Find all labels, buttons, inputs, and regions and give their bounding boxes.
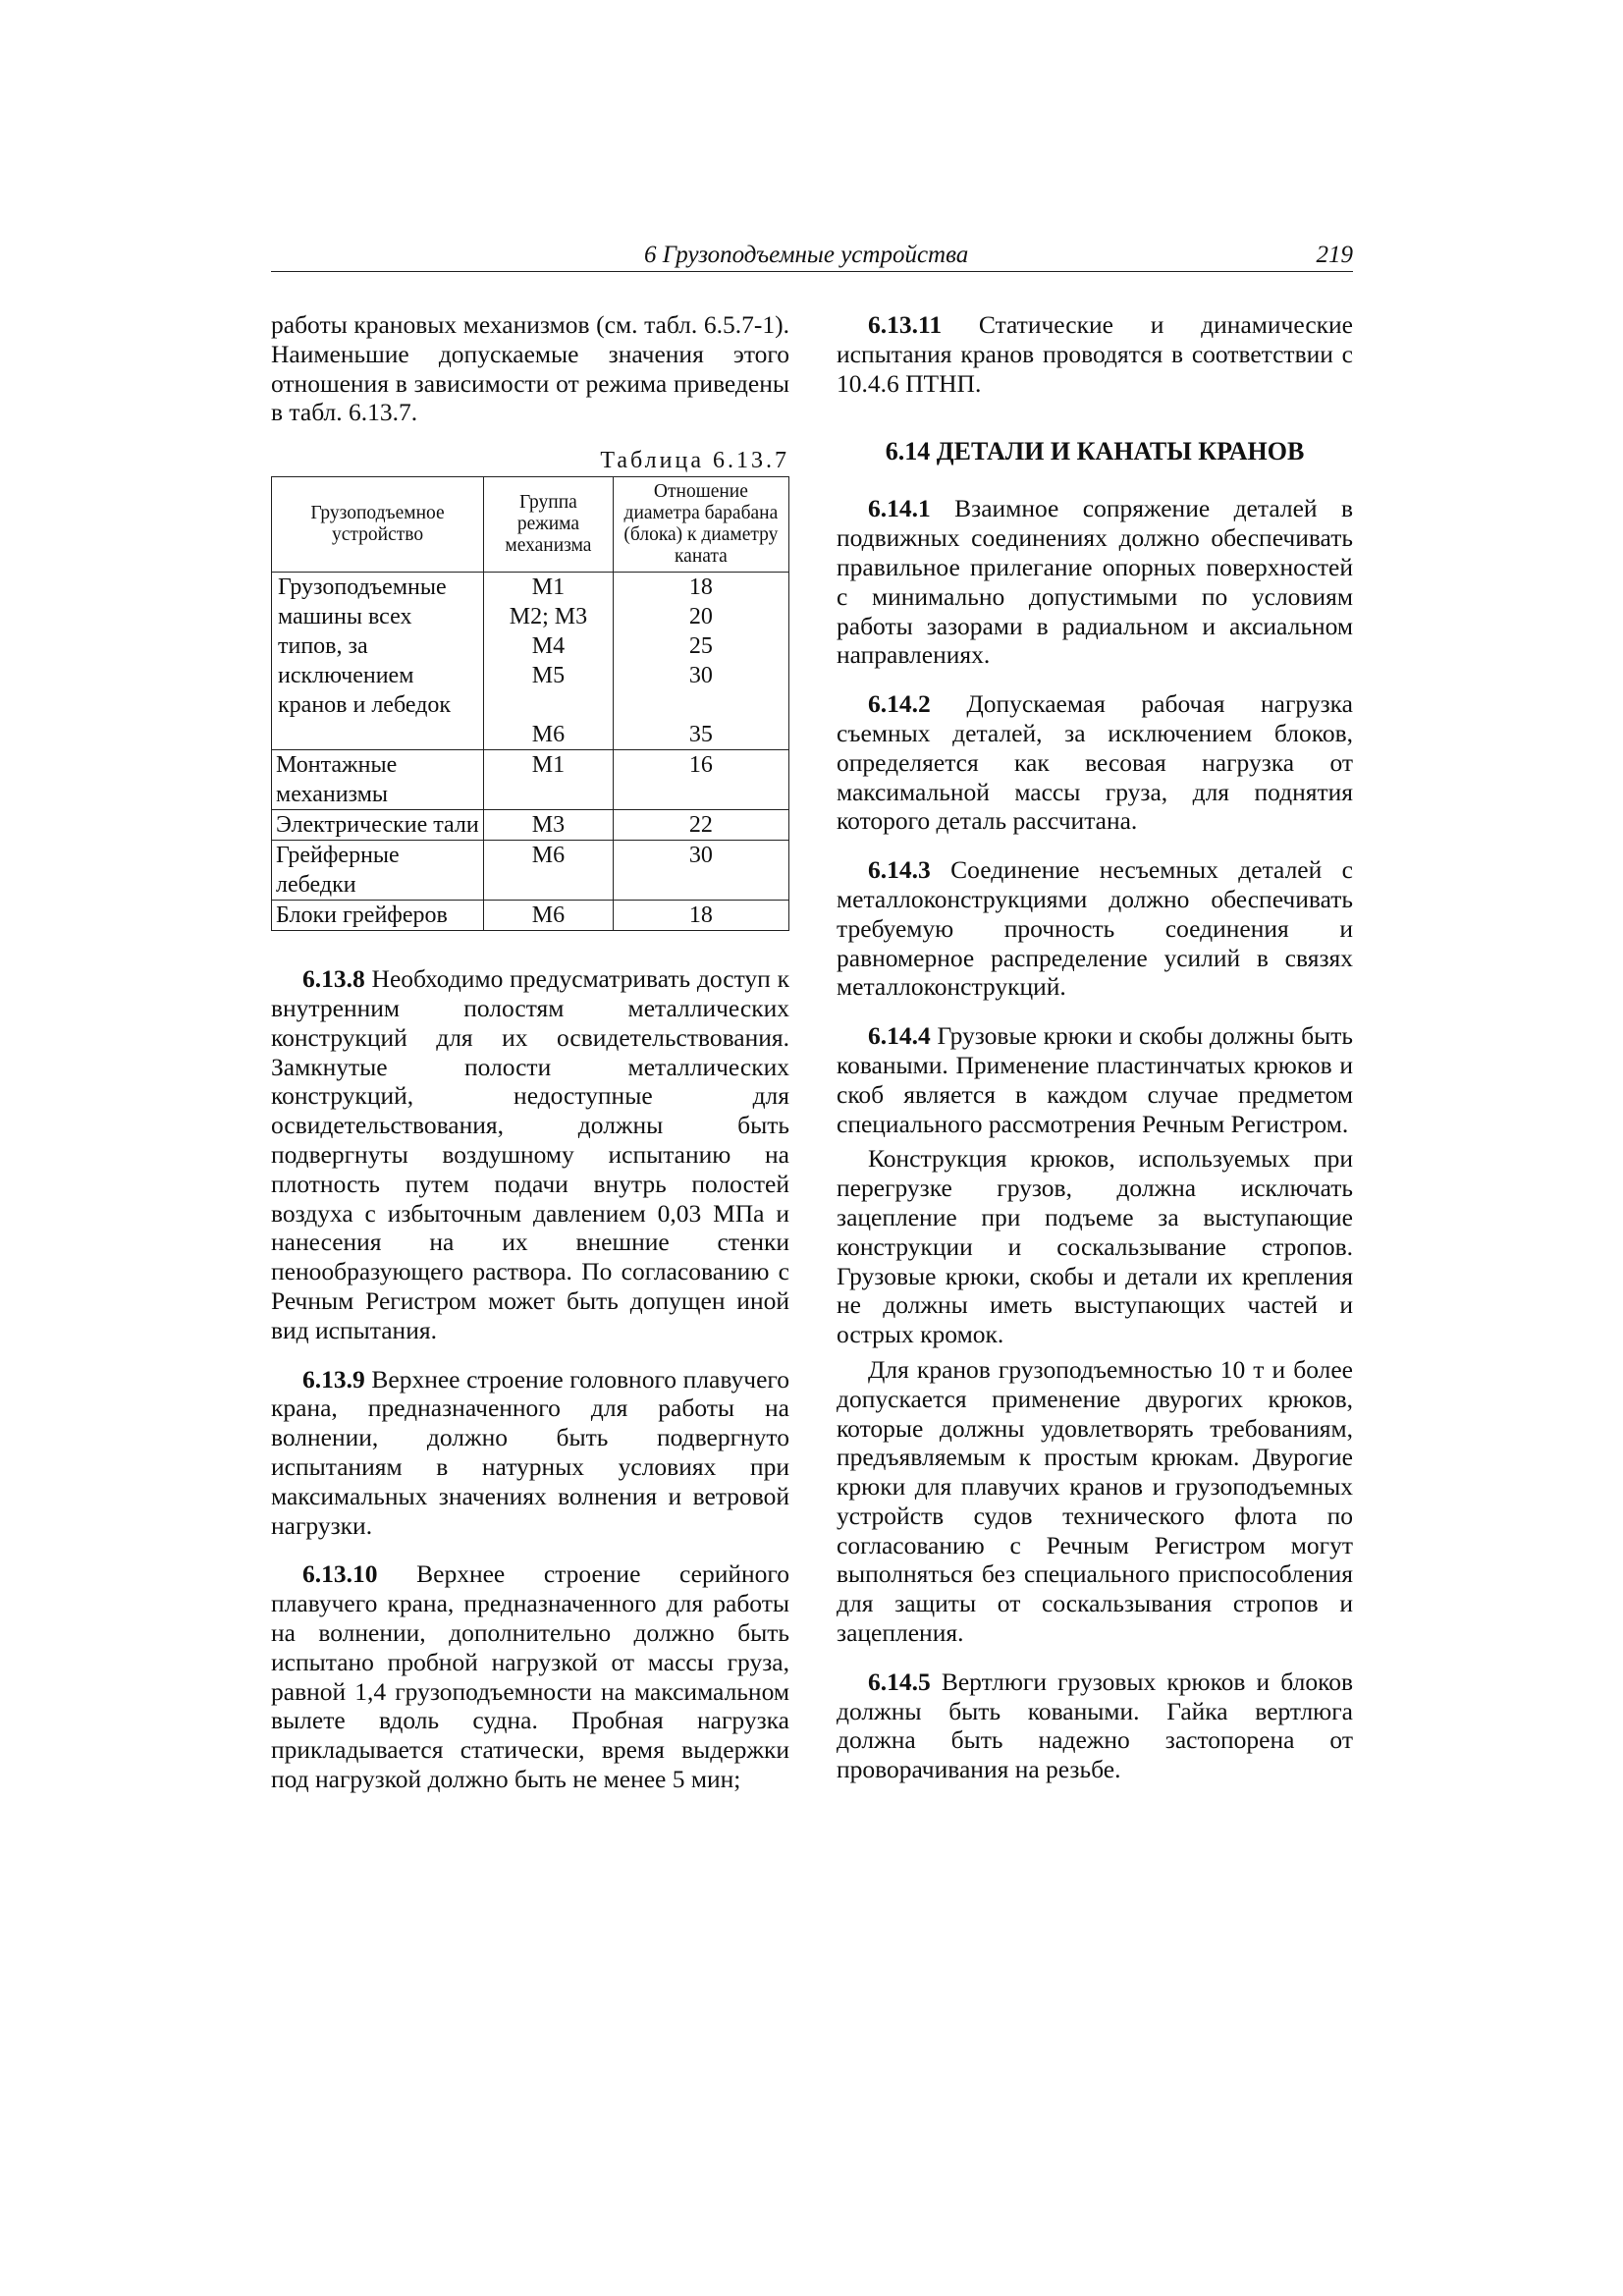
clause-number: 6.14.5 (868, 1667, 931, 1696)
clause-number: 6.13.9 (302, 1364, 365, 1394)
clause-text: Взаимное сопряжение деталей в подвижных соединениях должно обеспечивать правильное прилегание опорных поверхностей с минимально допустимыми по условиям работы зазорами в радиальном и аксиальном направлениях. (837, 494, 1353, 670)
table-row (272, 841, 789, 901)
table-header-ratio: Отношение диаметра барабана (блока) к диаметру каната (613, 477, 788, 573)
left-column (271, 310, 789, 1814)
table-cell-device: Грейферные лебедки (272, 841, 484, 901)
table-cell-ratio: 35 (613, 720, 788, 750)
table-cell-device: Грузоподъемные машины всех типов, за исключением кранов и лебедок (272, 573, 484, 721)
clause-text: Статические и динамические испытания кранов проводятся в соответствии с 10.4.6 ПТНП. (837, 310, 1353, 398)
section-heading: 6.14 ДЕТАЛИ И КАНАТЫ КРАНОВ (885, 437, 1305, 466)
clause-number: 6.14.4 (868, 1021, 931, 1051)
group-value: M5 (531, 663, 566, 689)
clause-number: 6.13.10 (302, 1559, 378, 1589)
clause-number: 6.14.3 (868, 855, 931, 885)
paragraph-6-14-1 (837, 494, 1353, 670)
table-cell-group: M1 (484, 750, 614, 810)
paragraph-6-14-2 (837, 689, 1353, 836)
paragraph-6-14-3 (837, 855, 1353, 1002)
paragraph-6-13-10 (271, 1559, 789, 1793)
table-cell-device: Монтажные механизмы (272, 750, 484, 810)
clause-text: Верхнее строение головного плавучего крана, предназначенного для работы на волнении, должно быть подвергнуто испытаниям в натурных условиях при максимальных значениях волнения и ветровой нагрузки. (271, 1364, 789, 1540)
table-row (272, 901, 789, 931)
table-cell-ratio (613, 573, 788, 721)
table-row (272, 720, 789, 750)
clause-text: Необходимо предусматривать доступ к внутренним полостям металлических конструкций для их освидетельствования. Замкнутые полости металлических конструкций, недоступные для освидетельствования, должны быть подвергнуты воздушному испытанию на плотность путем подачи внутрь полостей воздуха с избыточным давлением 0,03 МПа и нанесения на их внешние стенки пенообразующего раствора. По согласованию с Речным Регистром может быть допущен иной вид испытания. (271, 964, 789, 1344)
clause-text: Грузовые крюки и скобы должны быть коваными. Применение пластинчатых крюков и скоб является в каждом случае предметом специального рассмотрения Речным Регистром. (837, 1021, 1353, 1138)
group-value: M2; M3 (509, 604, 588, 630)
running-header (271, 242, 1353, 272)
header-title: 6 Грузоподъемные устройства (644, 242, 969, 268)
clause-number: 6.13.8 (302, 964, 365, 994)
ratio-value: 18 (688, 574, 713, 601)
clause-text: Вертлюги грузовых крюков и блоков должны быть коваными. Гайка вертлюга должна быть надежно застопорена от проворачивания на резьбе. (837, 1667, 1353, 1784)
clause-number: 6.14.1 (868, 494, 931, 523)
table-6-13-7 (271, 476, 789, 931)
ratio-value: 20 (688, 604, 713, 630)
clause-text: Соединение несъемных деталей с металлоконструкциями должно обеспечивать требуемую прочность соединения и равномерное распределение усилий в связях металлоконструкций. (837, 855, 1353, 1002)
clause-text: Верхнее строение серийного плавучего крана, предназначенного для работы на волнении, дополнительно должно быть испытано пробной нагрузкой от массы груза, равной 1,4 грузоподъемности на максимальном вылете вдоль судна. Пробная нагрузка прикладывается статически, время выдержки под нагрузкой должно быть не менее 5 мин; (271, 1559, 789, 1793)
intro-paragraph: работы крановых механизмов (см. табл. 6.5.7-1). Наименьшие допускаемые значения этого отношения в зависимости от режима приведены в табл. 6.13.7. (271, 310, 789, 427)
right-column (837, 310, 1353, 1804)
paragraph-6-14-4-double-hooks: Для кранов грузоподъемностью 10 т и более допускается применение двурогих крюков, которые должны удовлетворять требованиям, предъявляемым к простым крюкам. Двурогие крюки для плавучих кранов и грузоподъемных устройств судов технического флота по согласованию с Речным Регистром могут выполняться без специального приспособления для защиты от соскальзывания стропов и зацепления. (837, 1354, 1353, 1648)
table-header-device: Грузоподъемное устройство (272, 477, 484, 573)
page-number: 219 (1316, 242, 1353, 268)
table-cell-group: M6 (484, 841, 614, 901)
table-cell-group (484, 573, 614, 721)
ratio-value: 25 (688, 633, 713, 660)
table-cell-ratio: 30 (613, 841, 788, 901)
group-value: M1 (531, 574, 566, 601)
paragraph-6-13-9 (271, 1365, 789, 1541)
clause-number: 6.14.2 (868, 689, 931, 719)
paragraph-6-13-8 (271, 964, 789, 1344)
table-header-group: Группа режима механизма (484, 477, 614, 573)
table-cell-device: Электрические тали (272, 810, 484, 841)
clause-number: 6.13.11 (868, 310, 943, 339)
table-cell-ratio: 22 (613, 810, 788, 841)
table-cell-group: M6 (484, 901, 614, 931)
table-cell-group: M6 (484, 720, 614, 750)
table-cell-ratio: 18 (613, 901, 788, 931)
paragraph-6-13-11 (837, 310, 1353, 398)
table-cell-device: Блоки грейферов (272, 901, 484, 931)
table-cell-ratio: 16 (613, 750, 788, 810)
paragraph-6-14-4 (837, 1021, 1353, 1138)
clause-text: Допускаемая рабочая нагрузка съемных деталей, за исключением блоков, определяется как весовая нагрузка от максимальной массы груза, для поднятия которого деталь рассчитана. (837, 689, 1353, 836)
ratio-value: 30 (688, 663, 713, 689)
table-row (272, 810, 789, 841)
table-row (272, 573, 789, 721)
table-caption: Таблица 6.13.7 (600, 448, 789, 474)
table-cell-group: M3 (484, 810, 614, 841)
table-row (272, 750, 789, 810)
paragraph-6-14-5 (837, 1667, 1353, 1784)
group-value: M4 (531, 633, 566, 660)
paragraph-6-14-4-hooks: Конструкция крюков, используемых при перегрузке грузов, должна исключать зацепление при подъеме за выступающие конструкции и соскальзывание стропов. Грузовые крюки, скобы и детали их крепления не должны иметь выступающих частей и острых кромок. (837, 1144, 1353, 1349)
